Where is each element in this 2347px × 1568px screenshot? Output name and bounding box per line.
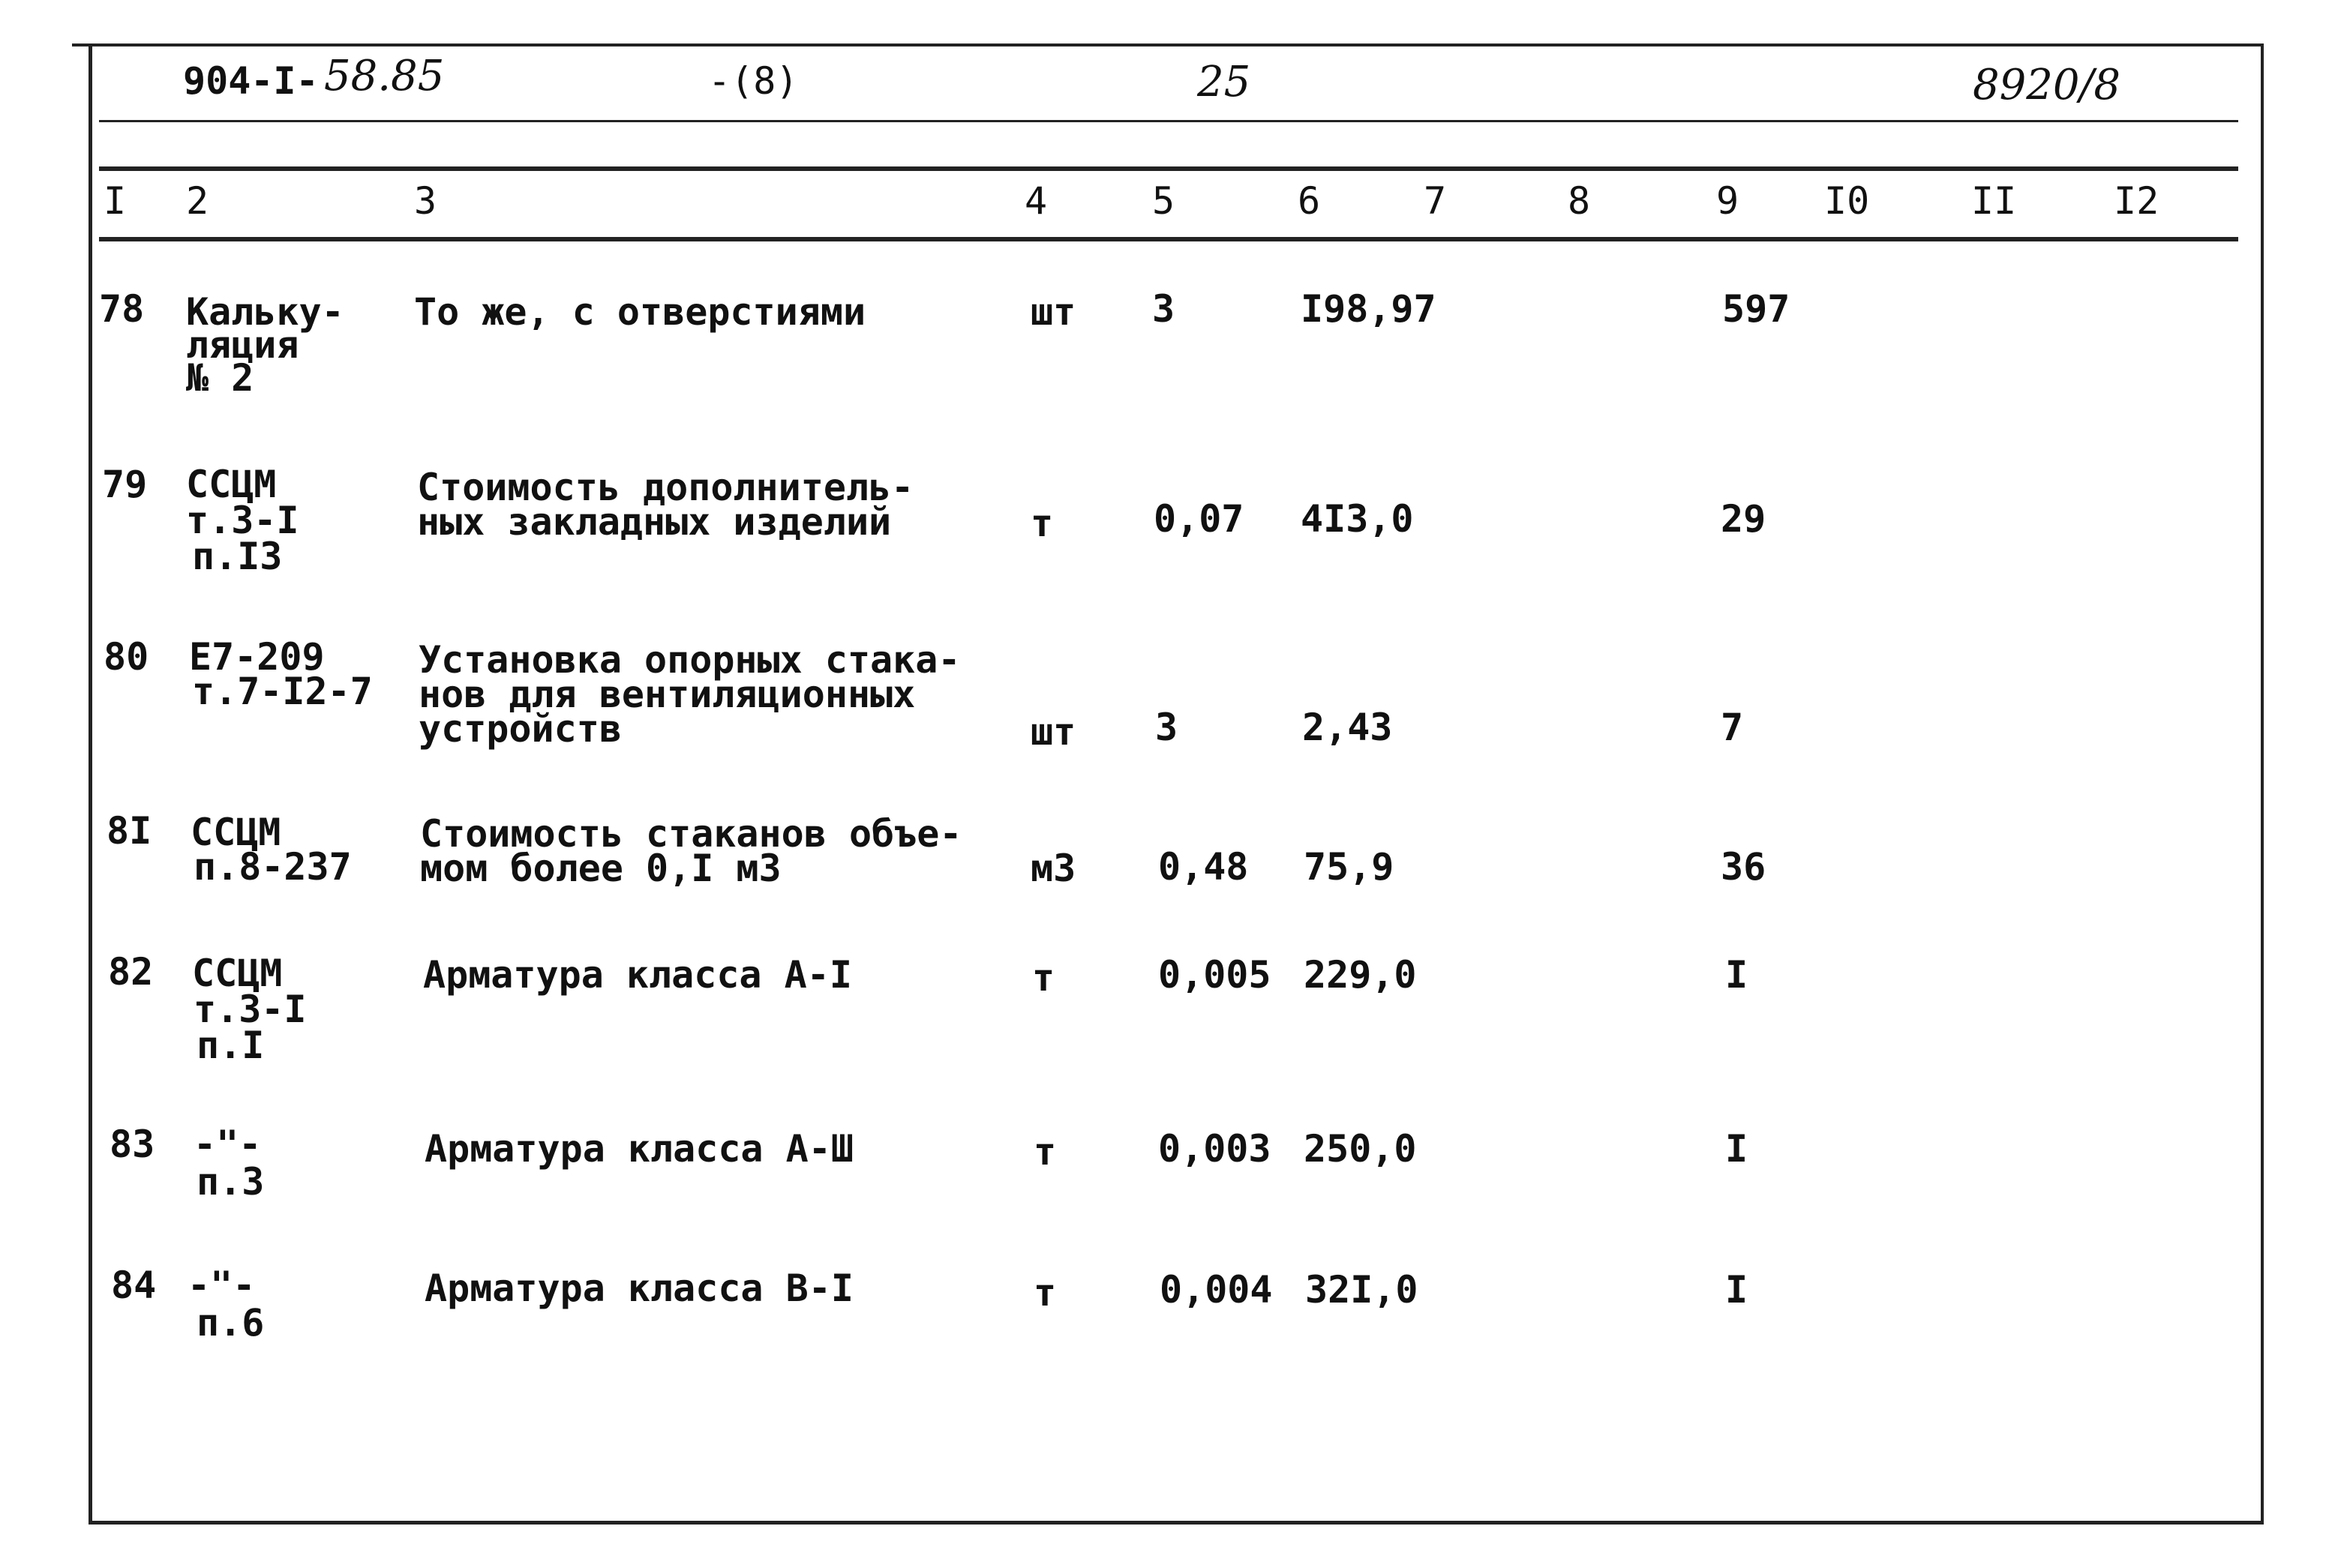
column-header-10: I0 (1824, 179, 1870, 223)
row-name-line: нов для вентиляционных (419, 673, 916, 716)
column-header-8: 8 (1568, 179, 1591, 223)
row-name-line: Стоимость дополнитель- (417, 466, 914, 509)
row-number: 78 (99, 287, 145, 331)
page-number: 25 (1197, 58, 1251, 106)
row-basis-line: п.3 (197, 1160, 265, 1204)
row-basis-line: Е7-209 (189, 635, 325, 679)
row-number: 8I (107, 809, 152, 853)
row-unit: т (1031, 502, 1054, 545)
row-total: 597 (1722, 287, 1790, 331)
column-header-2: 2 (186, 179, 209, 223)
row-unit: шт (1031, 290, 1076, 334)
row-number: 79 (102, 463, 148, 506)
row-name-line: мом более 0,I м3 (420, 847, 782, 890)
row-quantity: 0,48 (1158, 845, 1249, 889)
row-name-line: Установка опорных стака- (419, 638, 961, 682)
row-unit-price: 32I,0 (1305, 1268, 1418, 1312)
row-name-line: Арматура класса А-Ш (425, 1127, 854, 1171)
doc-code-printed: 904-I- (183, 59, 319, 103)
row-basis-line: ляция (186, 323, 299, 367)
column-header-3: 3 (414, 179, 437, 223)
row-unit-price: 229,0 (1304, 953, 1417, 997)
row-basis-line: -"- (194, 1123, 262, 1166)
row-total: I (1725, 953, 1748, 997)
row-basis-line: ССЦМ (186, 463, 277, 506)
row-unit: т (1034, 1271, 1057, 1315)
column-header-bottom-rule (99, 237, 2238, 241)
row-quantity: 0,07 (1154, 497, 1244, 541)
row-basis-line: т.3-I (186, 499, 299, 542)
row-unit-price: 250,0 (1304, 1127, 1417, 1171)
row-basis-line: п.I (197, 1024, 265, 1067)
column-header-6: 6 (1298, 179, 1321, 223)
column-header-top-rule (99, 166, 2238, 171)
header-rule (99, 120, 2238, 122)
row-quantity: 3 (1155, 706, 1178, 749)
row-number: 80 (104, 635, 149, 679)
row-name-line: Стоимость стаканов объе- (420, 812, 962, 856)
row-total: 29 (1721, 497, 1766, 541)
row-name-line: Арматура класса В-I (425, 1267, 854, 1310)
row-name-line: ных закладных изделий (417, 500, 892, 544)
row-unit-price: 75,9 (1304, 845, 1394, 889)
row-basis-line: Кальку- (186, 290, 344, 334)
doc-code-handwritten: 58.85 (324, 52, 445, 100)
row-unit: м3 (1031, 847, 1076, 890)
row-total: I (1725, 1268, 1748, 1312)
row-basis-line: п.I3 (192, 535, 283, 578)
row-unit: т (1032, 956, 1055, 1000)
row-number: 83 (110, 1123, 155, 1166)
row-quantity: 0,004 (1160, 1268, 1273, 1312)
row-basis-line: п.8-237 (194, 845, 352, 889)
inventory-number: 8920/8 (1973, 61, 2121, 109)
row-unit-price: 4I3,0 (1301, 497, 1414, 541)
column-header-7: 7 (1424, 179, 1447, 223)
row-basis-line: ССЦМ (191, 811, 281, 854)
row-basis-line: т.7-I2-7 (192, 670, 373, 713)
row-unit: шт (1031, 710, 1076, 754)
row-unit-price: I98,97 (1301, 287, 1436, 331)
frame-right-border (2261, 43, 2264, 1522)
column-header-9: 9 (1716, 179, 1739, 223)
row-basis-line: -"- (188, 1264, 256, 1307)
row-quantity: 3 (1152, 287, 1175, 331)
row-basis-line: ССЦМ (192, 952, 283, 995)
row-name-line: То же, с отверстиями (414, 290, 866, 334)
row-total: 36 (1721, 845, 1766, 889)
column-header-11: II (1971, 179, 2017, 223)
frame-top-border (72, 43, 2264, 46)
sheet-ref: -(8) (708, 59, 799, 103)
frame-left-border (89, 43, 92, 1522)
column-header-5: 5 (1152, 179, 1175, 223)
column-header-1: I (104, 179, 127, 223)
row-unit: т (1034, 1130, 1057, 1174)
row-total: I (1725, 1127, 1748, 1171)
row-number: 84 (111, 1264, 157, 1307)
row-basis-line: т.3-I (194, 988, 307, 1031)
row-basis-line: п.6 (197, 1301, 265, 1345)
row-unit-price: 2,43 (1302, 706, 1393, 749)
row-basis-line: № 2 (186, 356, 254, 400)
column-header-12: I2 (2114, 179, 2159, 223)
row-total: 7 (1721, 706, 1744, 749)
row-quantity: 0,005 (1158, 953, 1271, 997)
row-name-line: устройств (419, 707, 622, 751)
column-header-4: 4 (1025, 179, 1048, 223)
row-number: 82 (108, 950, 154, 994)
frame-bottom-border (89, 1521, 2264, 1525)
row-name-line: Арматура класса А-I (423, 953, 852, 997)
row-quantity: 0,003 (1158, 1127, 1271, 1171)
